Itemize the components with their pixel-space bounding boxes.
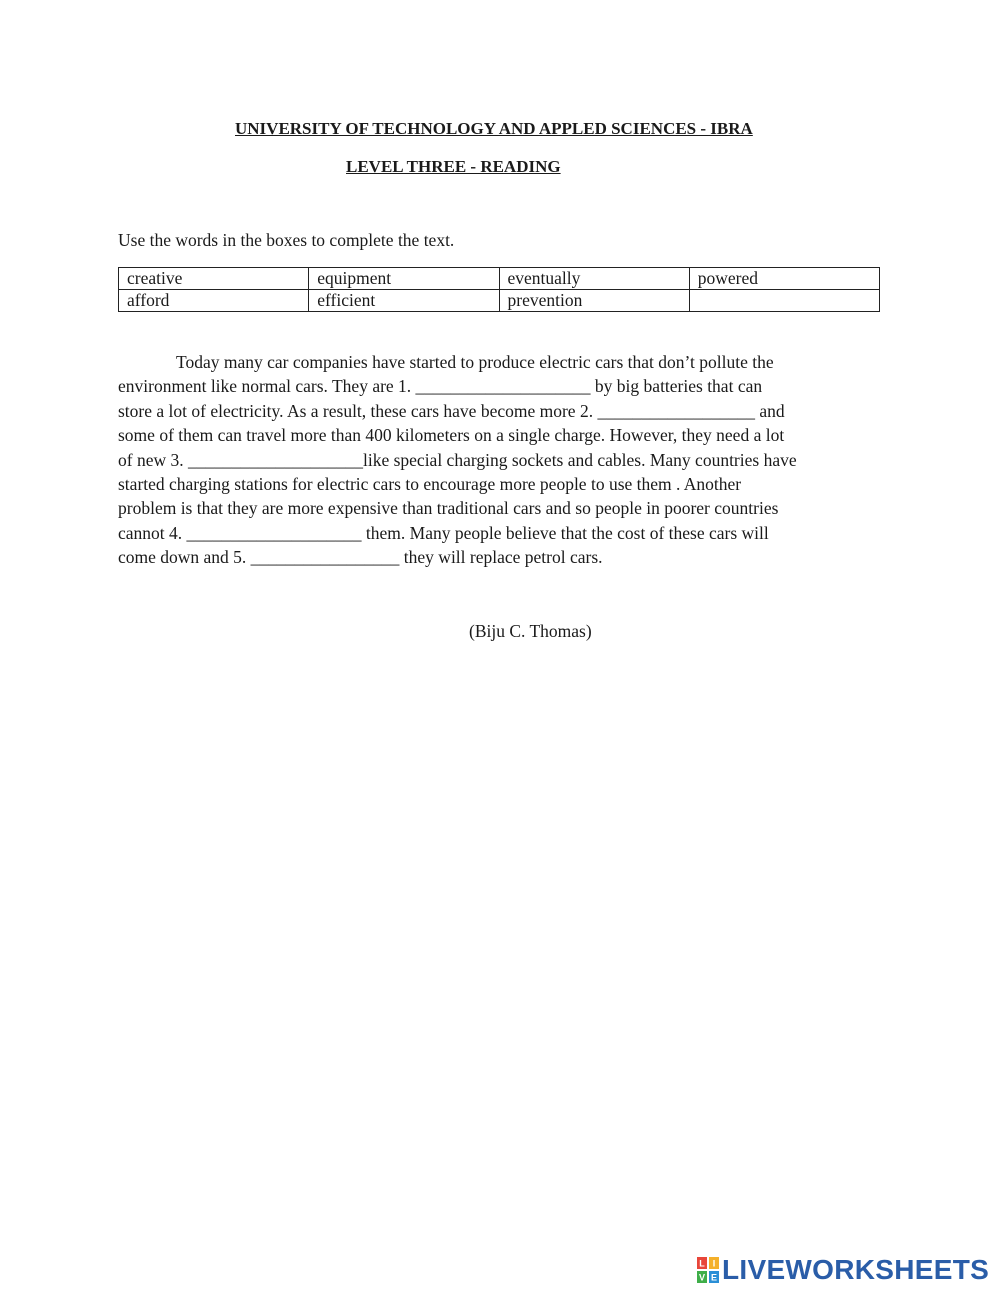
word-cell: creative (119, 268, 309, 290)
author-credit: (Biju C. Thomas) (469, 621, 592, 641)
passage-line: some of them can travel more than 400 kilometers on a single charge. However, they need a lot (118, 425, 785, 446)
svg-text:V: V (698, 1272, 706, 1283)
word-cell: equipment (309, 268, 499, 290)
word-box-row (119, 268, 880, 290)
passage-line: started charging stations for electric cars to encourage more people to use them . Another (118, 473, 742, 494)
word-cell: afford (119, 290, 309, 312)
passage (118, 350, 888, 570)
passage-line: environment like normal cars. They are 1. ____________________ by big batteries that can (118, 376, 763, 397)
university-title: UNIVERSITY OF TECHNOLOGY AND APPLED SCIENCES - IBRA (235, 119, 753, 138)
word-box-row (119, 290, 880, 312)
word-box (118, 267, 880, 312)
word-cell: efficient (309, 290, 499, 312)
passage-line: of new 3. ____________________like special charging sockets and cables. Many countries have (118, 449, 797, 470)
brand-text: LIVEWORKSHEETS (722, 1254, 990, 1285)
level-title: LEVEL THREE - READING (346, 157, 561, 176)
liveworksheets-brand (697, 1255, 989, 1285)
svg-text:E: E (710, 1272, 718, 1283)
word-cell: eventually (499, 268, 689, 290)
word-cell: prevention (499, 290, 689, 312)
svg-text:I: I (712, 1258, 716, 1269)
word-cell (689, 290, 879, 312)
passage-line: store a lot of electricity. As a result, these cars have become more 2. __________________ and (118, 400, 785, 421)
liveworksheets-logo-icon (697, 1257, 719, 1283)
svg-text:L: L (699, 1258, 705, 1269)
passage-line: come down and 5. _________________ they will replace petrol cars. (118, 547, 603, 568)
passage-line: problem is that they are more expensive than traditional cars and so people in poorer countries (118, 498, 779, 519)
word-cell: powered (689, 268, 879, 290)
passage-line: cannot 4. ____________________ them. Many people believe that the cost of these cars will (118, 522, 769, 543)
passage-line: Today many car companies have started to produce electric cars that don’t pollute the (176, 352, 774, 372)
instructions: Use the words in the boxes to complete the text. (118, 230, 455, 250)
